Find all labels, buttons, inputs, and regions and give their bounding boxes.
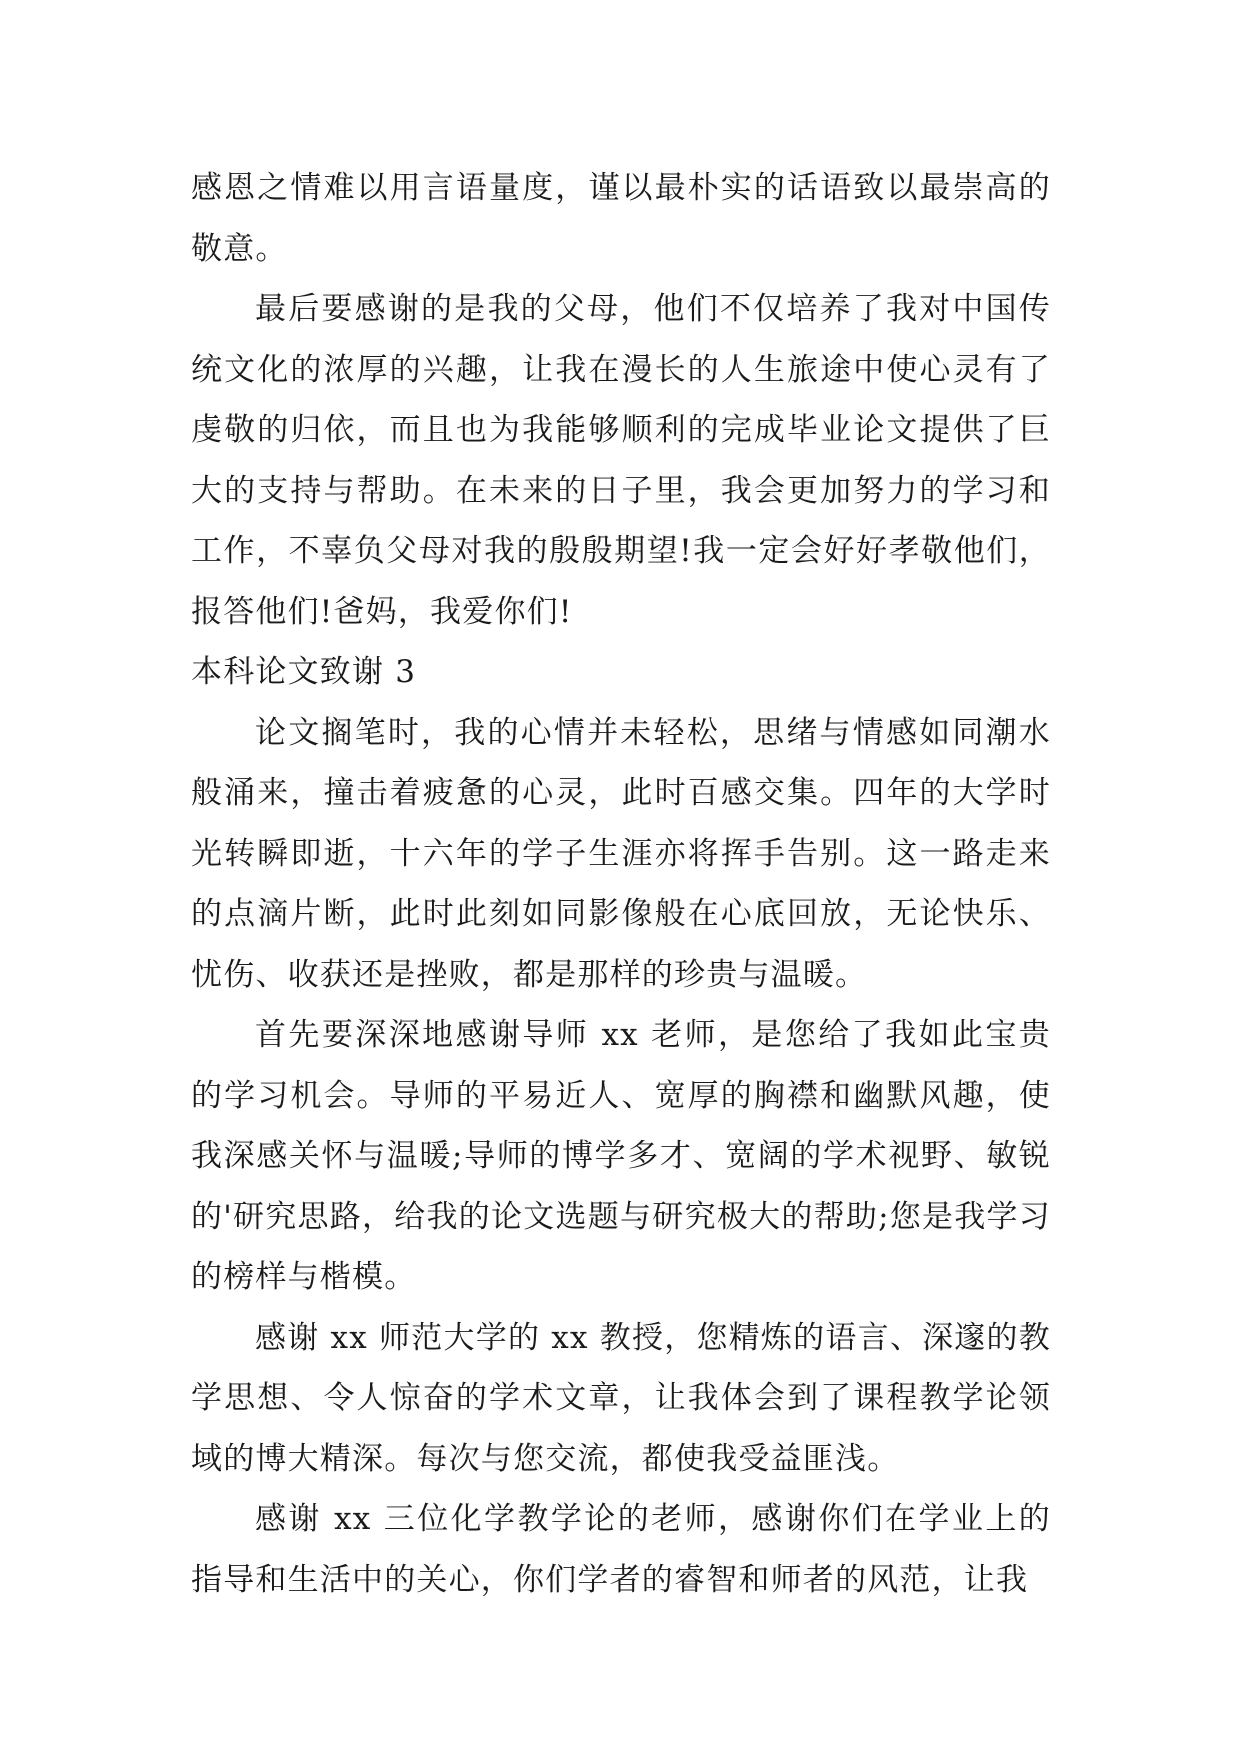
paragraph-thanks-advisor: 首先要深深地感谢导师 xx 老师，是您给了我如此宝贵的学习机会。导师的平易近人、宽厚的胸襟和幽默风趣，使我深感关怀与温暖;导师的博学多才、宽阔的学术视野、敏锐的'研究思路，给我的论文选题与研究极大的帮助;您是我学习的榜样与楷模。	[191, 1017, 1051, 1295]
paragraph-thanks-professor: 感谢 xx 师范大学的 xx 教授，您精炼的语言、深邃的教学思想、令人惊奋的学术文章，让我体会到了课程教学论领域的博大精深。每次与您交流，都使我受益匪浅。	[191, 1319, 1051, 1477]
section-heading: 本科论文致谢 3	[191, 654, 417, 690]
paragraph-thanks-teachers: 感谢 xx 三位化学教学论的老师，感谢你们在学业上的指导和生活中的关心，你们学者的睿智和师者的风范，让我	[191, 1501, 1051, 1598]
paragraph-thesis-reflection: 论文搁笔时，我的心情并未轻松，思绪与情感如同潮水般涌来，撞击着疲惫的心灵，此时百感交集。四年的大学时光转瞬即逝，十六年的学子生涯亦将挥手告别。这一路走来的点滴片断，此时此刻如同影像般在心底回放，无论快乐、忧伤、收获还是挫败，都是那样的珍贵与温暖。	[191, 714, 1051, 993]
paragraph-thanks-parents: 最后要感谢的是我的父母，他们不仅培养了我对中国传统文化的浓厚的兴趣，让我在漫长的人生旅途中使心灵有了虔敬的归依，而且也为我能够顺利的完成毕业论文提供了巨大的支持与帮助。在未来的日子里，我会更加努力的学习和工作，不辜负父母对我的殷殷期望!我一定会好好孝敬他们，报答他们!爸妈，我爱你们!	[191, 291, 1051, 630]
paragraph-closing-gratitude: 感恩之情难以用言语量度，谨以最朴实的话语致以最崇高的敬意。	[191, 170, 1051, 267]
document-body	[191, 158, 1051, 1610]
